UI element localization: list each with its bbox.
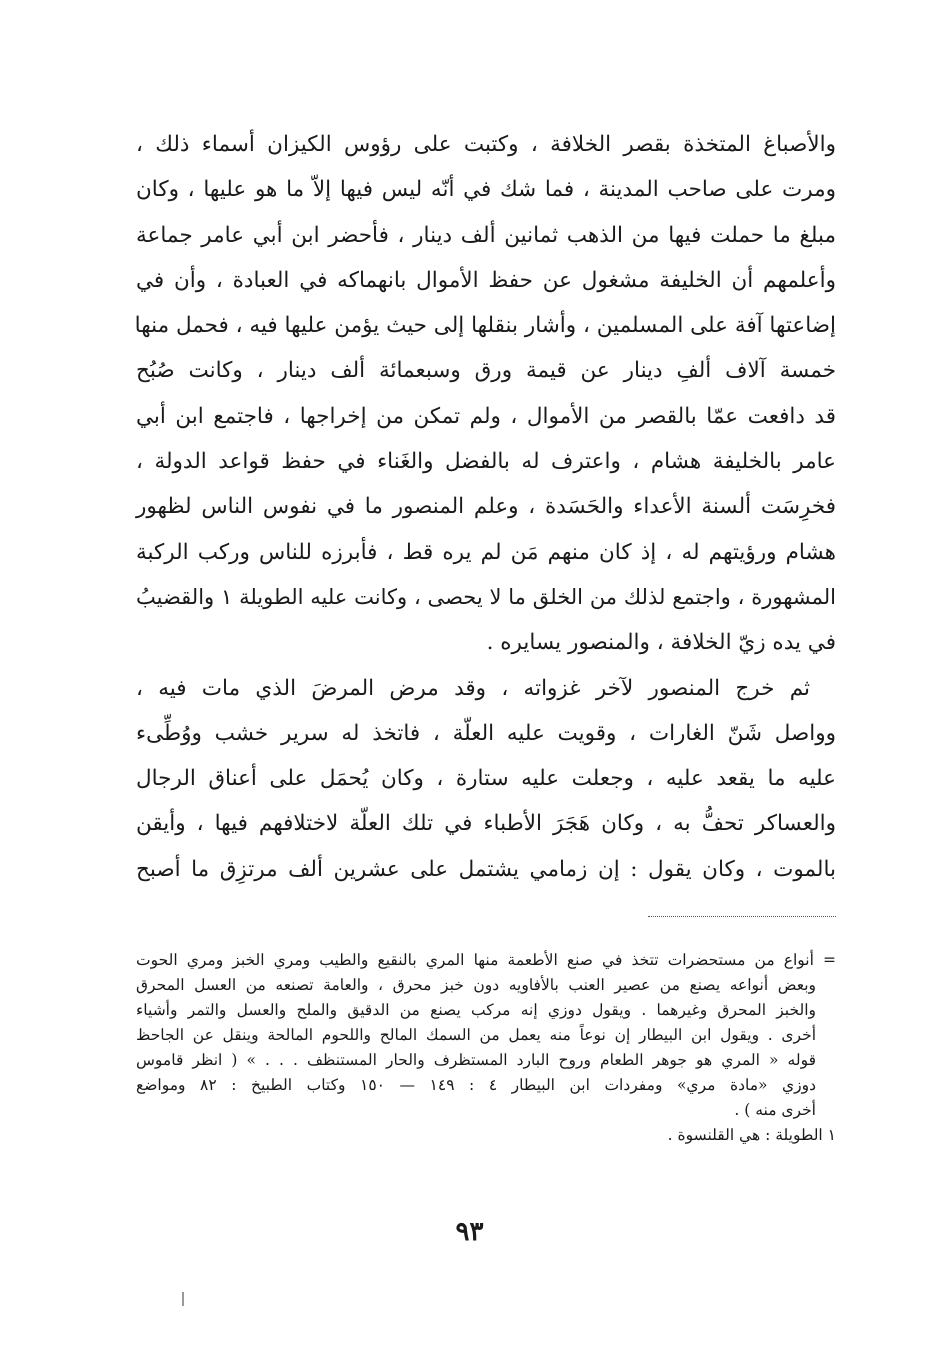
main-text-line: عامر بالخليفة هشام ، واعترف له بالفضل والغَناء في حفظ قواعد الدولة ، — [136, 449, 836, 475]
footnote-line: والخبز المحرق وغيرهما . ويقول دوزي إنه مركب يصنع من الدقيق والملح والعسل والتمر وأشياء — [136, 1001, 816, 1019]
main-text-line: خمسة آلاف ألفِ دينار عن قيمة ورق وسبعمائة ألف دينار ، وكانت صُبُح — [136, 358, 836, 384]
page-number: ٩٣ — [455, 1217, 484, 1247]
main-text-line: قد دافعت عمّا بالقصر من الأموال ، ولم تمكن من إخراجها ، فاجتمع ابن أبي — [136, 403, 836, 429]
footnote-line: أخرى . ويقول ابن البيطار إن نوعاً منه يعمل من السمك المالح واللحوم المالحة وينقل عن الجاحظ — [136, 1026, 816, 1044]
main-text-line: وواصل شَنّ الغارات ، وقويت عليه العلّة ، فاتخذ له سرير خشب ووُطِّىء — [136, 720, 836, 746]
footnote-line: وبعض أنواعه يصنع من عصير العنب بالأفاويه دون خبز محرق ، والعامة تصنعه من العسل المحرق — [136, 976, 816, 994]
main-text-line: هشام ورؤيتهم له ، إذ كان منهم مَن لم يره قط ، فأبرزه للناس وركب الركبة — [136, 539, 836, 565]
footnote-line: دوزي «مادة مري» ومفردات ابن البيطار ٤ : ١٤٩ — ١٥٠ وكتاب الطبيخ : ٨٢ ومواضع — [136, 1076, 817, 1094]
footnotes-block — [136, 948, 836, 1148]
footnote-line: = أنواع من مستحضرات تتخذ في صنع الأطعمة منها المري بالنقيع والطيب ومري الخبز ومري الحوت — [136, 951, 836, 969]
main-text-block — [136, 122, 836, 892]
main-text-line: عليه ما يقعد عليه ، وجعلت عليه ستارة ، وكان يُحمَل على أعناق الرجال — [136, 766, 836, 792]
scan-speck — [182, 1292, 184, 1306]
footnote-line: أخرى منه ) . — [734, 1101, 816, 1119]
main-text-line: ثم خرج المنصور لآخر غزواته ، وقد مرض المرضَ الذي مات فيه ، — [136, 675, 810, 701]
main-text-line: مبلغ ما حملت فيها من الذهب ثمانين ألف دينار ، فأحضر ابن أبي عامر جماعة — [136, 222, 836, 248]
footnote-separator — [648, 916, 836, 917]
main-text-line: والأصباغ المتخذة بقصر الخلافة ، وكتبت على رؤوس الكيزان أسماء ذلك ، — [136, 132, 836, 157]
main-text-line: إضاعتها آفة على المسلمين ، وأشار بنقلها إلى حيث يؤمن عليها فيه ، فحمل منها — [134, 313, 836, 339]
main-text-line: بالموت ، وكان يقول : إن زمامي يشتمل على عشرين ألف مرتزِق ما أصبح — [136, 856, 836, 882]
main-text-line: والعساكر تحفُّ به ، وكان هَجَرَ الأطباء في تلك العلّة لاختلافهم فيها ، وأيقن — [136, 811, 836, 837]
footnote-line: ١ الطويلة : هي القلنسوة . — [667, 1126, 836, 1144]
main-text-line: المشهورة ، واجتمع لذلك من الخلق ما لا يحصى ، وكانت عليه الطويلة ١ والقضيبُ — [136, 584, 836, 609]
main-text-line: فخرِسَت ألسنة الأعداء والحَسَدة ، وعلم المنصور ما في نفوس الناس لظهور — [136, 494, 836, 520]
main-text-line: وأعلمهم أن الخليفة مشغول عن حفظ الأموال بانهماكه في العبادة ، وأن في — [136, 267, 836, 293]
main-text-line: في يده زيّ الخلافة ، والمنصور يسايره . — [486, 630, 836, 656]
main-text-line: ومرت على صاحب المدينة ، فما شك في أنّه ليس فيها إلاّ ما هو عليها ، وكان — [136, 177, 836, 203]
footnote-line: قوله « المري هو جوهر الطعام وروح البارد المستظرف والحار المستنظف . . . » ( انظر قاموس — [136, 1051, 816, 1069]
